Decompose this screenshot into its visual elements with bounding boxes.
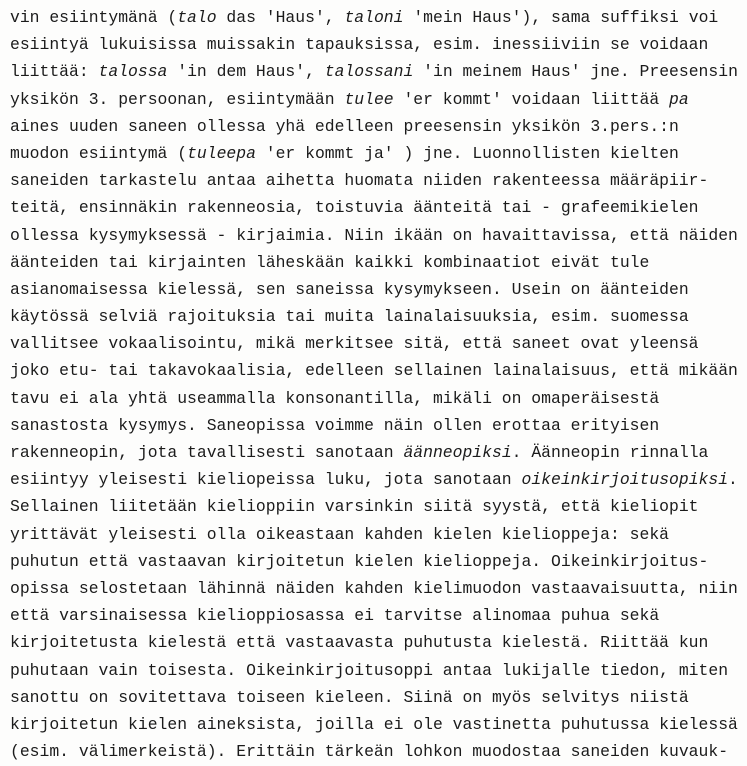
text-segment: esiintyä lukuisissa muissakin tapauksissa, esim. inessiiviin se voidaan [10,35,709,55]
text-segment: . [728,470,738,490]
text-segment: puhutun että vastaavan kirjoitetun kielen kielioppeja. Oikeinkirjoitus- [10,551,709,571]
text-line [10,412,743,439]
text-segment: tavu ei ala yhtä useammalla konsonantilla, mikäli on omaperäisestä [10,388,660,408]
text-segment: vin esiintymänä ( [10,8,178,27]
text-line [10,657,743,684]
text-line [10,602,743,629]
text-segment: vallitsee vokaalisointu, mikä merkitsee sitä, että saneet ovat yleensä [10,334,699,354]
text-segment: yrittävät yleisesti olla oikeastaan kahden kielen kielioppeja: sekä [10,524,670,544]
text-segment: joko etu- tai takavokaalisia, edelleen sellainen lainalaisuus, että mikään [10,361,738,381]
text-line [10,684,743,711]
text-line [10,738,743,765]
text-line [10,194,743,221]
text-segment: esiintyy yleisesti kieliopeissa luku, jota sanotaan [10,470,522,490]
text-segment: saneiden tarkastelu antaa aihetta huomata niiden rakenteessa määräpiir- [10,171,709,191]
text-line [10,113,743,140]
text-segment: puhutaan vain toisesta. Oikeinkirjoitusoppi antaa lukijalle tiedon, miten [10,660,729,680]
text-line [10,167,743,194]
text-segment: Sellainen liitetään kielioppiin varsinkin siitä syystä, että kieliopit [10,497,699,517]
text-segment: että varsinaisessa kielioppiosassa ei tarvitse alinomaa puhua sekä [10,606,660,626]
text-segment: opissa selostetaan lähinnä näiden kahden kielimuodon vastaavaisuutta, niin [10,578,738,598]
text-segment: 'er kommt ja' ) jne. Luonnollisten kielten [255,143,679,163]
text-line [10,357,743,384]
text-segment: teitä, ensinnäkin rakenneosia, toistuvia äänteitä tai - grafeemikielen [10,198,699,218]
text-segment: 'er kommt' voidaan liittää [393,89,670,109]
text-line [10,466,743,493]
text-segment: kirjoitetun kielen aineksista, joilla ei ole vastinetta puhutussa kielessä [10,714,738,734]
italic-term: talossani [324,62,414,82]
italic-term: oikeinkirjoitusopiksi [521,470,729,490]
text-segment: käytössä selviä rajoituksia tai muita lainalaisuuksia, esim. suomessa [10,307,689,327]
text-segment: (esim. välimerkeistä). Erittäin tärkeän lohkon muodostaa saneiden kuvauk- [10,742,729,762]
text-line [10,711,743,738]
text-segment: . Äänneopin rinnalla [511,443,709,462]
text-line [10,629,743,656]
text-line [10,330,743,357]
text-line [10,58,743,85]
text-line [10,86,743,113]
text-line [10,222,743,249]
text-line [10,140,743,167]
text-line [10,493,743,520]
italic-term: talossa [98,62,168,82]
text-segment: sanottu on sovitettava toiseen kieleen. Siinä on myös selvitys niistä [10,687,689,707]
text-segment: kirjoitetusta kielestä että vastaavasta puhutusta kielestä. Riittää kun [10,633,709,653]
text-segment: 'in dem Haus', [167,62,325,82]
text-segment: 'mein Haus'), sama suffiksi voi [403,8,719,27]
text-segment: aines uuden saneen ollessa yhä edelleen preesensin yksikön 3.pers.:n [10,116,679,136]
text-segment: liittää: [10,62,99,82]
text-line [10,249,743,276]
italic-term: talo [177,8,217,27]
text-line [10,521,743,548]
text-line [10,439,743,466]
text-segment: rakenneopin, jota tavallisesti sanotaan [10,443,404,462]
text-line [10,303,743,330]
text-segment: ollessa kysymyksessä - kirjaimia. Niin ikään on havaittavissa, että näiden [10,225,738,245]
italic-term: tuleepa [187,143,256,163]
text-line [10,385,743,412]
text-line [10,276,743,303]
italic-term: taloni [344,8,404,27]
text-segment: äänteiden tai kirjainten läheskään kaikki kombinaatiot eivät tule [10,252,650,272]
text-segment: 'in meinem Haus' jne. Preesensin [413,62,738,82]
text-line [10,548,743,575]
italic-term: pa [669,89,689,109]
italic-term: äänneopiksi [403,443,512,462]
text-line [10,31,743,58]
text-segment: asianomaisessa kielessä, sen saneissa kysymykseen. Usein on äänteiden [10,279,689,299]
text-segment: muodon esiintymä ( [10,143,188,163]
text-segment: sanastosta kysymys. Saneopissa voimme näin ollen erottaa erityisen [10,415,660,435]
text-line [10,575,743,602]
italic-term: tulee [344,89,394,109]
text-segment: das 'Haus', [216,8,345,27]
text-segment: yksikön 3. persoonan, esiintymään [10,89,345,109]
text-line [10,4,743,31]
